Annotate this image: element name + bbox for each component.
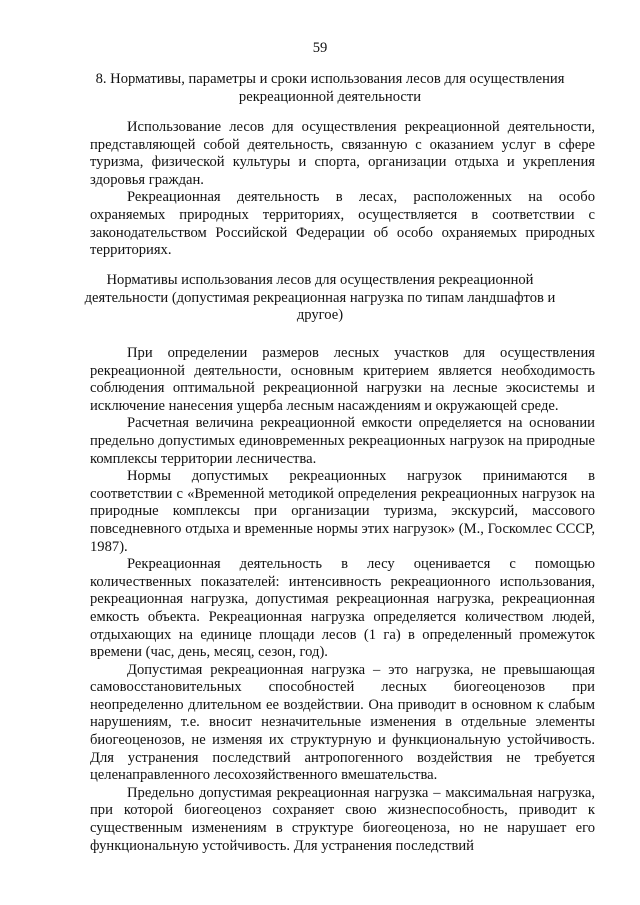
paragraph: Допустимая рекреационная нагрузка – это нагрузка, не превышающая самовосстановительных способностей лесных биогеоценозов при неопределенно длительном ее воздействии. Она приводит в основном к слабым нарушениям, т.е. вносит незначительные изменения в отдельные элементы биогеоценозов, не изменяя их структурную и функциональную устойчивость. Для устранения последствий антропогенного воздействия не требуется целенаправленного лесохозяйственного вмешательства. xyxy=(90,661,595,784)
section-title: 8. Нормативы, параметры и сроки использования лесов для осуществления рекреационной деятельности xyxy=(95,71,565,105)
paragraph: Расчетная величина рекреационной емкости определяется на основании предельно допустимых единовременных рекреационных нагрузок на природные комплексы территории лесничества. xyxy=(90,415,595,467)
subsection-title: Нормативы использования лесов для осуществления рекреационной деятельности (допустимая рекреационная нагрузка по типам ландшафтов и другое) xyxy=(84,272,556,324)
intro-text xyxy=(90,119,595,260)
paragraph: Предельно допустимая рекреационная нагрузка – максимальная нагрузка, при которой биогеоценоз сохраняет свою жизнеспособность, приводит к существенным изменениям в структуре биогеоценоза, но не нарушает его функциональную устойчивость. Для устранения последствий xyxy=(90,784,595,854)
paragraph: Использование лесов для осуществления рекреационной деятельности, представляющей собой деятельность, связанную с оказанием услуг в сфере туризма, физической культуры и спорта, организации отдыха и укрепления здоровья граждан. xyxy=(90,119,595,188)
paragraph: Нормы допустимых рекреационных нагрузок принимаются в соответствии с «Временной методикой определения рекреационных нагрузок на природные комплексы при организации туризма, экскурсий, массового повседневного отдыха и временные нормы этих нагрузок» (М., Госкомлес СССР, 1987). xyxy=(90,468,595,555)
paragraph: При определении размеров лесных участков для осуществления рекреационной деятельности, основным критерием является необходимость соблюдения оптимальной рекреационной нагрузки на лесные экосистемы и исключение нанесения ущерба лесным насаждениям и окружающей среде. xyxy=(90,345,595,414)
main-text xyxy=(90,345,595,855)
paragraph: Рекреационная деятельность в лесу оценивается с помощью количественных показателей: интенсивность рекреационного использования, рекреационная нагрузка, допустимая рекреационная нагрузка, рекреационная емкость объекта. Рекреационная нагрузка определяется количеством людей, отдыхающих на единице площади лесов (1 га) в определенный промежуток времени (час, день, месяц, сезон, год). xyxy=(90,556,595,661)
page-number: 59 xyxy=(312,40,328,56)
paragraph: Рекреационная деятельность в лесах, расположенных на особо охраняемых природных территориях, осуществляется в соответствии с законодательством Российской Федерации об особо охраняемых природных территориях. xyxy=(90,189,595,259)
